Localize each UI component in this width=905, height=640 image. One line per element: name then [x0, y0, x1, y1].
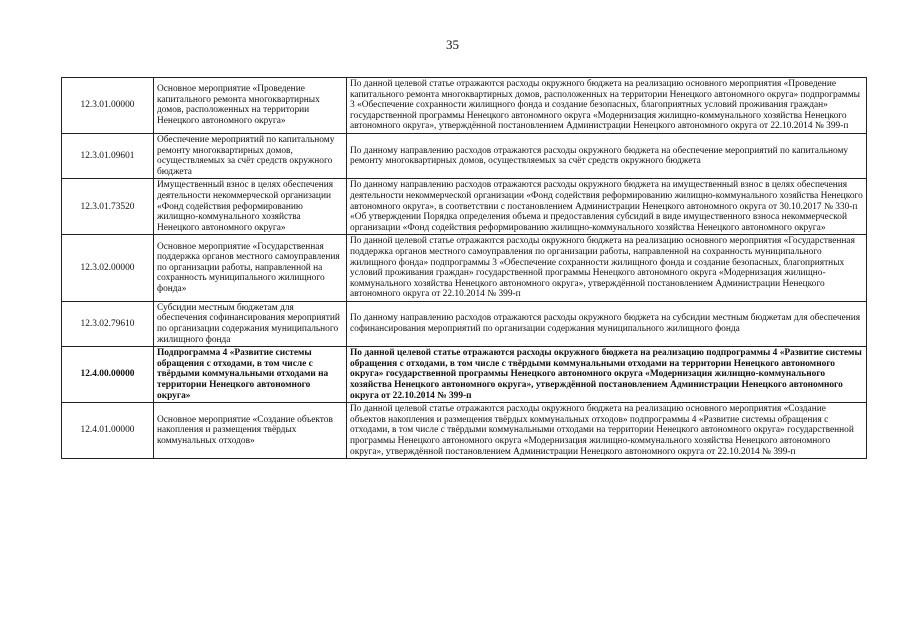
row-name: Основное мероприятие «Государственная поддержка органов местного самоуправления по организации работы, направленной на сохранность муниципального жилищного фонда» [154, 235, 347, 302]
table-row [62, 347, 867, 403]
row-description: По данному направлению расходов отражаются расходы окружного бюджета на субсидии местным бюджетам для обеспечения софинансирования мероприятий по организации содержания муниципального жилищного фонда [347, 301, 867, 346]
budget-classification-table [61, 77, 867, 459]
row-code: 12.3.01.00000 [62, 78, 154, 134]
row-description: По данной целевой статье отражаются расходы окружного бюджета на реализацию основного мероприятия «Создание объектов накопления и размещения твёрдых коммунальных отходов» подпрограммы 4 «Развитие системы обращения с отходами, в том числе с твёрдыми коммунальными отходами на территории Ненецкого автономного округа» государственной программы Ненецкого автономного округа «Модернизация жилищно-коммунального хозяйства Ненецкого автономного округа», утверждённой постановлением Администрации Ненецкого автономного округа от 22.10.2014 № 399-п [347, 403, 867, 459]
row-name: Основное мероприятие «Создание объектов накопления и размещения твёрдых коммунальных отходов» [154, 403, 347, 459]
page-number: 35 [446, 37, 459, 52]
row-name: Имущественный взнос в целях обеспечения деятельности некоммерческой организации «Фонд содействия реформированию жилищно-коммунального хозяйства Ненецкого автономного округа» [154, 179, 347, 235]
row-code: 12.4.00.00000 [62, 347, 154, 403]
row-name: Подпрограмма 4 «Развитие системы обращения с отходами, в том числе с твёрдыми коммунальными отходами на территории Ненецкого автономного округа» [154, 347, 347, 403]
row-name: Основное мероприятие «Проведение капитального ремонта многоквартирных домов, расположенных на территории Ненецкого автономного округа» [154, 78, 347, 134]
row-code: 12.4.01.00000 [62, 403, 154, 459]
row-name: Обеспечение мероприятий по капитальному ремонту многоквартирных домов, осуществляемых за счёт средств окружного бюджета [154, 133, 347, 178]
table-body [62, 78, 867, 459]
row-description: По данной целевой статье отражаются расходы окружного бюджета на реализацию основного мероприятия «Государственная поддержка органов местного самоуправления по организации работы, направленной на сохранность муниципального жилищного фонда» подпрограммы 3 «Обеспечение сохранности жилищного фонда и создание безопасных, благоприятных условий проживания граждан» государственной программы Ненецкого автономного округа «Модернизация жилищно-коммунального хозяйства Ненецкого автономного округа», утверждённой постановлением Администрации Ненецкого автономного округа от 22.10.2014 № 399-п [347, 235, 867, 302]
row-description: По данному направлению расходов отражаются расходы окружного бюджета на обеспечение мероприятий по капитальному ремонту многоквартирных домов, осуществляемых за счёт средств окружного бюджета [347, 133, 867, 178]
table-row [62, 301, 867, 346]
row-description: По данной целевой статье отражаются расходы окружного бюджета на реализацию основного мероприятия «Проведение капитального ремонта многоквартирных домов, расположенных на территории Ненецкого автономного округа» подпрограммы 3 «Обеспечение сохранности жилищного фонда и создание безопасных, благоприятных условий проживания граждан» государственной программы Ненецкого автономного округа «Модернизация жилищно-коммунального хозяйства Ненецкого автономного округа», утверждённой постановлением Администрации Ненецкого автономного округа от 22.10.2014 № 399-п [347, 78, 867, 134]
row-code: 12.3.01.73520 [62, 179, 154, 235]
table-row [62, 133, 867, 178]
table-row [62, 235, 867, 302]
table-row [62, 403, 867, 459]
row-code: 12.3.02.79610 [62, 301, 154, 346]
row-code: 12.3.01.09601 [62, 133, 154, 178]
row-name: Субсидии местным бюджетам для обеспечения софинансирования мероприятий по организации содержания муниципального жилищного фонда [154, 301, 347, 346]
row-description: По данной целевой статье отражаются расходы окружного бюджета на реализацию подпрограммы 4 «Развитие системы обращения с отходами, в том числе с твёрдыми коммунальными отходами на территории Ненецкого автономного округа» государственной программы Ненецкого автономного округа «Модернизация жилищно-коммунального хозяйства Ненецкого автономного округа», утверждённой постановлением Администрации Ненецкого автономного округа от 22.10.2014 № 399-п [347, 347, 867, 403]
row-code: 12.3.02.00000 [62, 235, 154, 302]
row-description: По данному направлению расходов отражаются расходы окружного бюджета на имущественный взнос в целях обеспечения деятельности некоммерческой организации «Фонд содействия реформированию жилищно-коммунального хозяйства Ненецкого автономного округа», в соответствии с постановлением Администрации Ненецкого автономного округа от 30.10.2017 № 330-п «Об утверждении Порядка определения объемa и предоставления субсидий в виде имущественного взноса некоммерческой организации «Фонд содействия реформированию жилищно-коммунального хозяйства Ненецкого автономного округа» [347, 179, 867, 235]
table-row [62, 179, 867, 235]
table-row [62, 78, 867, 134]
